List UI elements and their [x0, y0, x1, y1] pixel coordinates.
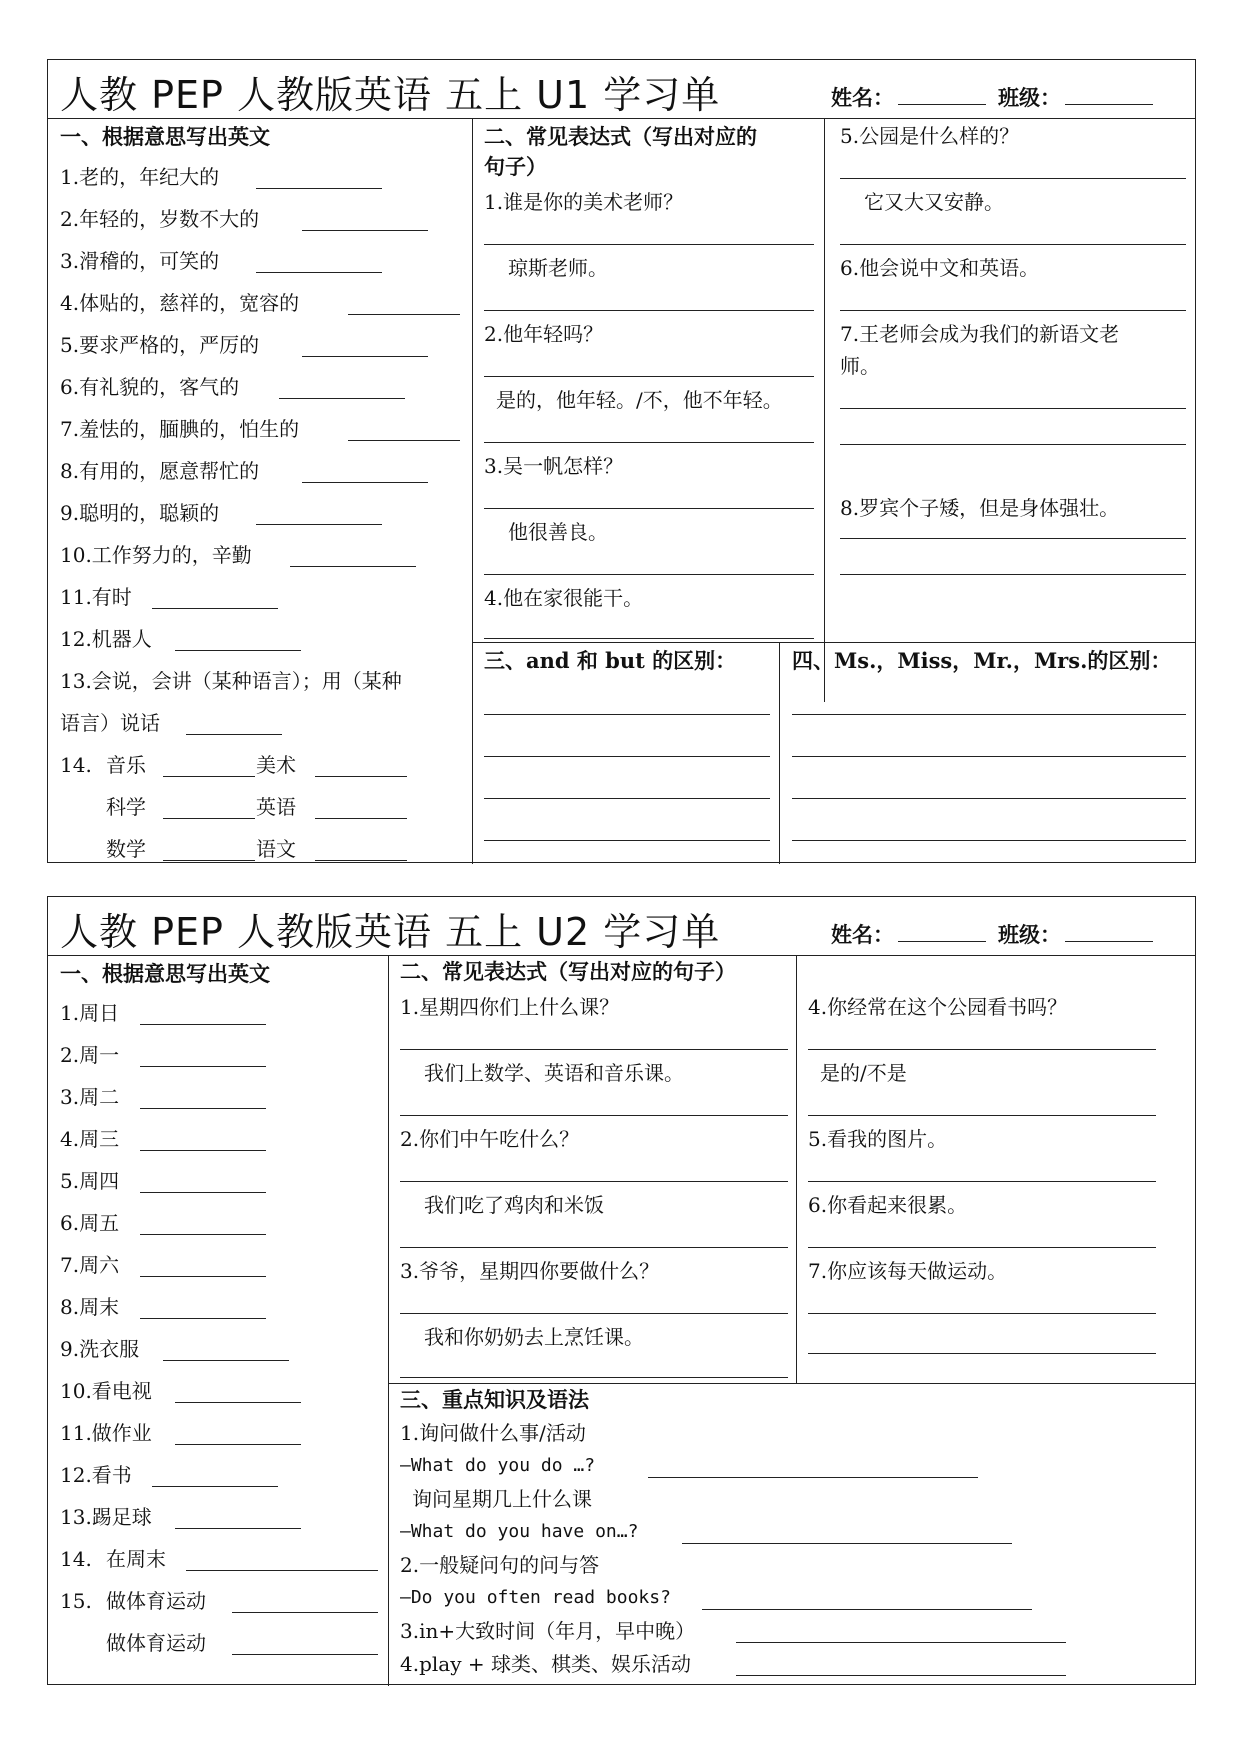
answer-text: 琼斯老师。 — [508, 256, 608, 280]
answer-line[interactable] — [140, 1192, 266, 1193]
answer-line[interactable] — [186, 1570, 378, 1571]
grammar-point: 3.in+大致时间（年月，早中晚） — [400, 1619, 696, 1643]
divider — [388, 955, 389, 1686]
question: 3.爷爷，星期四你要做什么？ — [400, 1259, 660, 1283]
vocab-item-number: 15. — [60, 1589, 92, 1613]
vocab-item-number: 14. — [60, 1547, 92, 1571]
answer-line[interactable] — [484, 310, 814, 311]
divider — [388, 1383, 1196, 1384]
worksheet-u2 — [47, 896, 1196, 1685]
answer-line[interactable] — [840, 538, 1186, 539]
answer-line[interactable] — [792, 840, 1186, 841]
answer-line[interactable] — [140, 1024, 266, 1025]
title-bar — [48, 897, 1195, 956]
grammar-example: —What do you have on…? — [400, 1521, 639, 1542]
question: 8.罗宾个子矮，但是身体强壮。 — [840, 496, 1120, 520]
answer-line[interactable] — [648, 1477, 978, 1478]
answer-line[interactable] — [702, 1609, 1032, 1610]
name-blank[interactable] — [898, 86, 986, 105]
subject-science: 科学 — [106, 795, 146, 819]
question: 7.王老师会成为我们的新语文老 — [840, 322, 1120, 346]
answer-line[interactable] — [232, 1654, 378, 1655]
answer-text: 是的，他年轻。/不，他不年轻。 — [496, 388, 783, 412]
vocab-item: 13.会说，会讲（某种语言）；用（某种 — [60, 669, 402, 693]
answer-line[interactable] — [163, 776, 255, 777]
section-heading: 一、根据意思写出英文 — [60, 124, 270, 149]
vocab-item: 语言）说话 — [60, 711, 160, 735]
answer-line[interactable] — [484, 840, 770, 841]
answer-line[interactable] — [400, 1377, 788, 1378]
vocab-item: 2.年轻的，岁数不大的 — [60, 207, 260, 231]
answer-line[interactable] — [163, 860, 255, 861]
class-label: 班级： — [998, 922, 1061, 947]
answer-line[interactable] — [400, 1313, 788, 1314]
question: 5.看我的图片。 — [808, 1127, 948, 1151]
answer-line[interactable] — [808, 1247, 1156, 1248]
subject-math: 数学 — [106, 837, 146, 861]
section-heading: 二、常见表达式（写出对应的 — [484, 124, 757, 149]
divider — [472, 118, 473, 864]
class-blank[interactable] — [1065, 86, 1153, 105]
vocab-item: 6.有礼貌的，客气的 — [60, 375, 240, 399]
answer-line[interactable] — [315, 818, 407, 819]
answer-text: 是的/不是 — [820, 1061, 907, 1085]
answer-line[interactable] — [484, 638, 814, 639]
answer-line[interactable] — [484, 798, 770, 799]
answer-line[interactable] — [792, 756, 1186, 757]
answer-line[interactable] — [152, 608, 278, 609]
answer-line[interactable] — [484, 574, 814, 575]
answer-line[interactable] — [315, 860, 407, 861]
answer-line[interactable] — [808, 1181, 1156, 1182]
question: 1.谁是你的美术老师？ — [484, 190, 684, 214]
grammar-example: —Do you often read books? — [400, 1587, 671, 1608]
section-heading: 三、and 和 but 的区别： — [484, 648, 737, 673]
vocab-item: 2.周一 — [60, 1043, 120, 1067]
vocab-item: 12.机器人 — [60, 627, 152, 651]
question: 2.你们中午吃什么？ — [400, 1127, 580, 1151]
divider — [472, 642, 1196, 643]
answer-line[interactable] — [484, 376, 814, 377]
answer-text: 我们吃了鸡肉和米饭 — [424, 1193, 604, 1217]
answer-line[interactable] — [175, 650, 301, 651]
answer-text: 我和你奶奶去上烹饪课。 — [424, 1325, 644, 1349]
answer-line[interactable] — [302, 482, 428, 483]
vocab-item: 7.周六 — [60, 1253, 120, 1277]
section-heading: 二、常见表达式（写出对应的句子） — [400, 959, 736, 984]
class-blank[interactable] — [1065, 923, 1153, 942]
answer-line[interactable] — [315, 776, 407, 777]
answer-line[interactable] — [175, 1444, 301, 1445]
grammar-point: 4.play + 球类、棋类、娱乐活动 — [400, 1652, 691, 1676]
answer-line[interactable] — [484, 756, 770, 757]
subject-chinese: 语文 — [256, 837, 296, 861]
answer-line[interactable] — [302, 230, 428, 231]
answer-line[interactable] — [792, 798, 1186, 799]
answer-line[interactable] — [163, 1360, 289, 1361]
answer-text: 他很善良。 — [508, 520, 608, 544]
answer-line[interactable] — [140, 1150, 266, 1151]
answer-line[interactable] — [840, 574, 1186, 575]
vocab-item: 12.看书 — [60, 1463, 132, 1487]
answer-text: 它又大又安静。 — [864, 190, 1004, 214]
answer-line[interactable] — [484, 244, 814, 245]
answer-line[interactable] — [186, 734, 282, 735]
answer-line[interactable] — [163, 818, 255, 819]
vocab-item: 10.工作努力的，辛勤 — [60, 543, 252, 567]
divider — [779, 642, 780, 864]
section-heading: 四、Ms.，Miss，Mr.，Mrs.的区别： — [792, 648, 1172, 673]
page-title: 人教 PEP 人教版英语 五上 U2 学习单 — [60, 910, 721, 954]
vocab-item: 3.滑稽的，可笑的 — [60, 249, 220, 273]
name-class-field — [831, 82, 1165, 112]
name-label: 姓名： — [831, 922, 894, 947]
title-bar — [48, 60, 1195, 119]
answer-line[interactable] — [840, 244, 1186, 245]
answer-line[interactable] — [792, 714, 1186, 715]
question: 4.他在家很能干。 — [484, 586, 644, 610]
answer-line[interactable] — [348, 440, 460, 441]
answer-line[interactable] — [840, 178, 1186, 179]
answer-line[interactable] — [808, 1353, 1156, 1354]
divider — [824, 118, 825, 702]
name-blank[interactable] — [898, 923, 986, 942]
answer-line[interactable] — [140, 1318, 266, 1319]
answer-line[interactable] — [140, 1066, 266, 1067]
section-heading: 一、根据意思写出英文 — [60, 961, 270, 986]
question: 2.他年轻吗？ — [484, 322, 604, 346]
answer-line[interactable] — [290, 566, 416, 567]
answer-line[interactable] — [484, 714, 770, 715]
answer-line[interactable] — [808, 1049, 1156, 1050]
answer-text: 我们上数学、英语和音乐课。 — [424, 1061, 684, 1085]
answer-line[interactable] — [840, 408, 1186, 409]
question: 师。 — [840, 354, 880, 378]
name-class-field — [831, 919, 1165, 949]
vocab-item: 4.周三 — [60, 1127, 120, 1151]
answer-line[interactable] — [840, 310, 1186, 311]
section-heading: 句子） — [484, 154, 547, 179]
subject-art: 美术 — [256, 753, 296, 777]
vocab-item: 1.周日 — [60, 1001, 120, 1025]
divider — [796, 955, 797, 1383]
vocab-item: 9.洗衣服 — [60, 1337, 140, 1361]
answer-line[interactable] — [736, 1642, 1066, 1643]
answer-line[interactable] — [140, 1234, 266, 1235]
question: 3.吴一帆怎样？ — [484, 454, 624, 478]
answer-line[interactable] — [400, 1115, 788, 1116]
subject-english: 英语 — [256, 795, 296, 819]
answer-line[interactable] — [175, 1528, 301, 1529]
vocab-item: 在周末 — [106, 1547, 166, 1571]
grammar-point: 2.一般疑问句的问与答 — [400, 1553, 600, 1577]
answer-line[interactable] — [256, 188, 382, 189]
question: 1.星期四你们上什么课？ — [400, 995, 620, 1019]
question: 6.他会说中文和英语。 — [840, 256, 1040, 280]
answer-line[interactable] — [808, 1115, 1156, 1116]
answer-line[interactable] — [279, 398, 405, 399]
page-title: 人教 PEP 人教版英语 五上 U1 学习单 — [60, 73, 721, 117]
answer-line[interactable] — [348, 314, 460, 315]
name-label: 姓名： — [831, 85, 894, 110]
vocab-item: 13.踢足球 — [60, 1505, 152, 1529]
answer-line[interactable] — [400, 1181, 788, 1182]
answer-line[interactable] — [175, 1402, 301, 1403]
answer-line[interactable] — [152, 1486, 278, 1487]
answer-line[interactable] — [256, 272, 382, 273]
vocab-item: 3.周二 — [60, 1085, 120, 1109]
vocab-item-number: 14. — [60, 753, 92, 777]
vocab-item: 做体育运动 — [106, 1631, 206, 1655]
worksheet-u1 — [47, 59, 1196, 863]
class-label: 班级： — [998, 85, 1061, 110]
vocab-item: 5.周四 — [60, 1169, 120, 1193]
section-heading: 三、重点知识及语法 — [400, 1387, 589, 1412]
answer-line[interactable] — [140, 1108, 266, 1109]
answer-line[interactable] — [736, 1675, 1066, 1676]
vocab-item: 4.体贴的，慈祥的，宽容的 — [60, 291, 300, 315]
answer-line[interactable] — [400, 1049, 788, 1050]
question: 5.公园是什么样的？ — [840, 124, 1020, 148]
answer-line[interactable] — [808, 1313, 1156, 1314]
vocab-item: 8.周末 — [60, 1295, 120, 1319]
vocab-item: 10.看电视 — [60, 1379, 152, 1403]
answer-line[interactable] — [682, 1543, 1012, 1544]
vocab-item: 7.羞怯的，腼腆的，怕生的 — [60, 417, 300, 441]
grammar-example: —What do you do …? — [400, 1455, 596, 1476]
grammar-point: 询问星期几上什么课 — [412, 1487, 592, 1511]
answer-line[interactable] — [840, 444, 1186, 445]
answer-line[interactable] — [400, 1247, 788, 1248]
grammar-point: 1.询问做什么事/活动 — [400, 1421, 586, 1445]
question: 7.你应该每天做运动。 — [808, 1259, 1008, 1283]
vocab-item: 5.要求严格的，严厉的 — [60, 333, 260, 357]
answer-line[interactable] — [232, 1612, 378, 1613]
subject-music: 音乐 — [106, 753, 146, 777]
question: 6.你看起来很累。 — [808, 1193, 968, 1217]
answer-line[interactable] — [302, 356, 428, 357]
vocab-item: 9.聪明的，聪颖的 — [60, 501, 220, 525]
answer-line[interactable] — [256, 524, 382, 525]
vocab-item: 6.周五 — [60, 1211, 120, 1235]
answer-line[interactable] — [484, 508, 814, 509]
vocab-item: 11.做作业 — [60, 1421, 152, 1445]
answer-line[interactable] — [140, 1276, 266, 1277]
vocab-item: 8.有用的，愿意帮忙的 — [60, 459, 260, 483]
vocab-item: 做体育运动 — [106, 1589, 206, 1613]
vocab-item: 11.有时 — [60, 585, 132, 609]
vocab-item: 1.老的，年纪大的 — [60, 165, 220, 189]
answer-line[interactable] — [484, 442, 814, 443]
question: 4.你经常在这个公园看书吗？ — [808, 995, 1068, 1019]
